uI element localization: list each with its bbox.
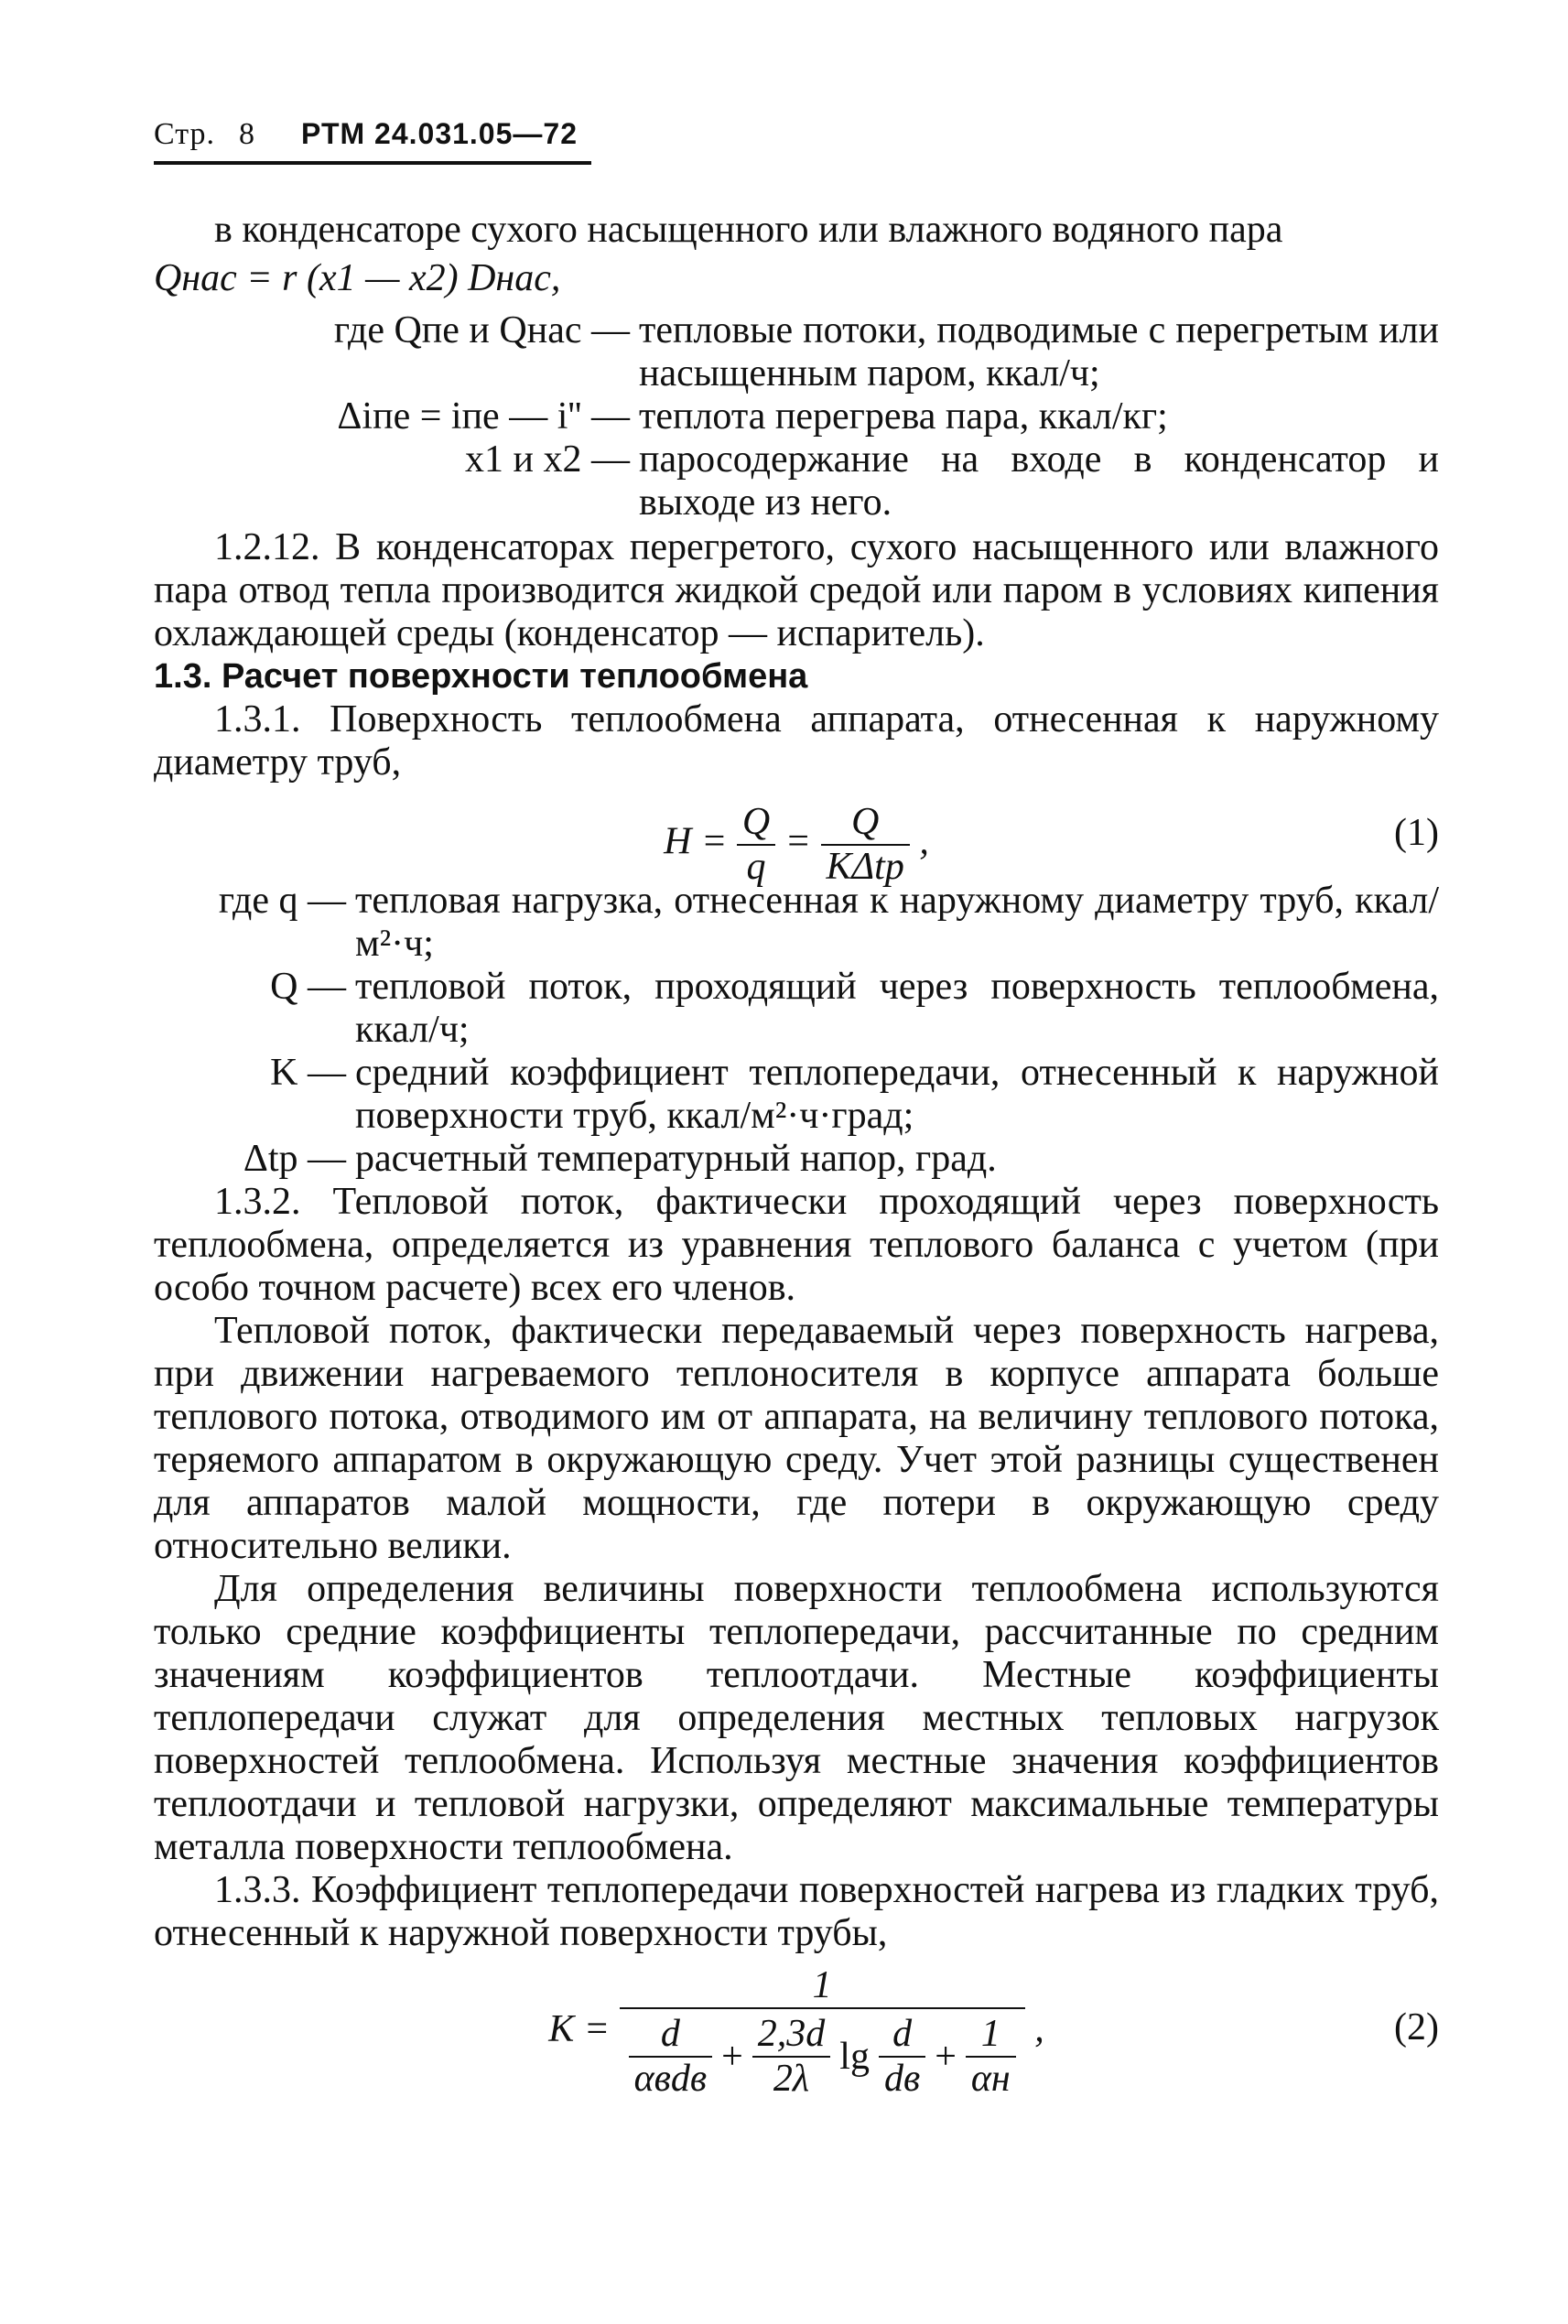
paragraph-1-3-2: 1.3.2. Тепловой поток, фактически проходящий через поверхность теплообмена, определяется из уравнения теплового баланса с учетом (при особо точном расчете) всех его членов.: [154, 1181, 1439, 1309]
denominator: [620, 2007, 1025, 2101]
equation-2-formula: [154, 1964, 1439, 2101]
numerator: d: [892, 2013, 913, 2055]
numerator: d: [660, 2013, 680, 2055]
definitions-list-2: [154, 880, 1439, 1181]
comma: ,: [1034, 2008, 1044, 2051]
fraction-q-over-q: [737, 801, 775, 889]
definition-text: средний коэффициент теплопередачи, отнесенный к наружной поверхности труб, ккал/м²·ч·град;: [355, 1052, 1439, 1137]
denominator: αвdв: [629, 2056, 713, 2101]
fraction-q-over-kdt: [821, 801, 910, 889]
definition-term: Δtр —: [243, 1138, 346, 1180]
equation-number: (1): [1394, 812, 1439, 854]
log-symbol: lg: [839, 2035, 870, 2078]
definition-text: тепловая нагрузка, отнесенная к наружному диаметру труб, ккал/м²·ч;: [355, 880, 1439, 965]
equation-1-formula: [154, 801, 1439, 889]
definition-term: где q —: [218, 880, 346, 922]
term-d-over-alpha-d: [629, 2013, 713, 2101]
header-rule: [154, 161, 591, 165]
paragraph-condenser-steam: в конденсаторе сухого насыщенного или влажного водяного пара: [214, 209, 1283, 251]
term-2-3d-over-2lambda: [752, 2013, 831, 2101]
plus-sign: +: [935, 2035, 957, 2078]
definitions-list-1: [154, 309, 1439, 524]
page-number: 8: [239, 117, 256, 151]
definition-term: K —: [270, 1052, 346, 1094]
definition-term: Q —: [270, 966, 346, 1008]
term-1-over-alpha-n: [966, 2013, 1016, 2101]
definition-text: теплота перегрева пара, ккал/кг;: [639, 395, 1168, 438]
definition-text: расчетный температурный напор, град.: [355, 1138, 997, 1180]
definition-term: Δiпе = iпе — i'' —: [337, 395, 630, 438]
numerator: 1: [812, 1964, 832, 2006]
page-label: Стр.: [154, 117, 216, 151]
paragraph-1-2-12: 1.2.12. В конденсаторах перегретого, сухого насыщенного или влажного пара отвод тепла производится жидкой средой или паром в условиях кипения охлаждающей среды (конденсатор — испаритель).: [154, 526, 1439, 654]
definition-text: тепловой поток, проходящий через поверхность теплообмена, ккал/ч;: [355, 966, 1439, 1051]
numerator: 1: [980, 2013, 1000, 2055]
definition-term: где Qпе и Qнас —: [333, 309, 630, 351]
paragraph-define-surface: Для определения величины поверхности теплообмена используются только средние коэффициенты теплопередачи, рассчитанные по средним значениям коэффициентов теплоотдачи. Местные коэффициенты теплопередачи служат для определения местных тепловых нагрузок поверхностей теплообмена. Используя местные значения коэффициентов теплоотдачи и тепловой нагрузки, определяют максимальные температуры металла поверхности теплообмена.: [154, 1568, 1439, 1868]
equation-qnas: Qнас = r (x1 — x2) Dнас,: [154, 257, 561, 299]
denominator: 2λ: [752, 2056, 831, 2101]
fraction-k: [620, 1964, 1025, 2101]
page-body: [154, 209, 1439, 2098]
page-header: [154, 117, 578, 152]
equation-2: [154, 1961, 1439, 2098]
paragraph-heat-flow: Тепловой поток, фактически передаваемый через поверхность нагрева, при движении нагреваемого теплоносителя в корпусе аппарата больше теплового потока, отводимого им от аппарата, на величину теплового потока, теряемого аппаратом в окружающую среду. Учет этой разницы существенен для аппаратов малой мощности, где потери в окружающую среду относительно велики.: [154, 1310, 1439, 1567]
equation-number: (2): [1394, 2006, 1439, 2048]
document-code: РТМ 24.031.05—72: [301, 117, 578, 150]
term-d-over-dv: [879, 2013, 925, 2101]
definition-text: паросодержание на входе в конденсатор и выходе из него.: [639, 438, 1439, 524]
numerator: Q: [851, 801, 880, 843]
comma: ,: [919, 820, 929, 863]
section-heading-1-3: 1.3. Расчет поверхности теплообмена: [154, 657, 808, 696]
plus-sign: +: [721, 2035, 743, 2078]
paragraph-1-3-1: 1.3.1. Поверхность теплообмена аппарата, отнесенная к наружному диаметру труб,: [154, 698, 1439, 784]
paragraph-1-3-3: 1.3.3. Коэффициент теплопередачи поверхностей нагрева из гладких труб, отнесенный к наружной поверхности трубы,: [154, 1869, 1439, 1954]
denominator: KΔtр: [821, 844, 910, 889]
equation-1: [154, 784, 1439, 888]
equation-1-lhs: H =: [664, 820, 728, 863]
denominator: dв: [879, 2056, 925, 2101]
numerator: 2,3d: [757, 2013, 826, 2055]
numerator: Q: [741, 801, 771, 843]
definition-term: x1 и x2 —: [465, 438, 630, 481]
equals-sign: =: [784, 820, 812, 863]
denominator: q: [737, 844, 775, 889]
definition-text: тепловые потоки, подводимые с перегретым или насыщенным паром, ккал/ч;: [639, 309, 1439, 395]
equation-2-lhs: K =: [548, 2008, 611, 2051]
denominator: αн: [966, 2056, 1016, 2101]
